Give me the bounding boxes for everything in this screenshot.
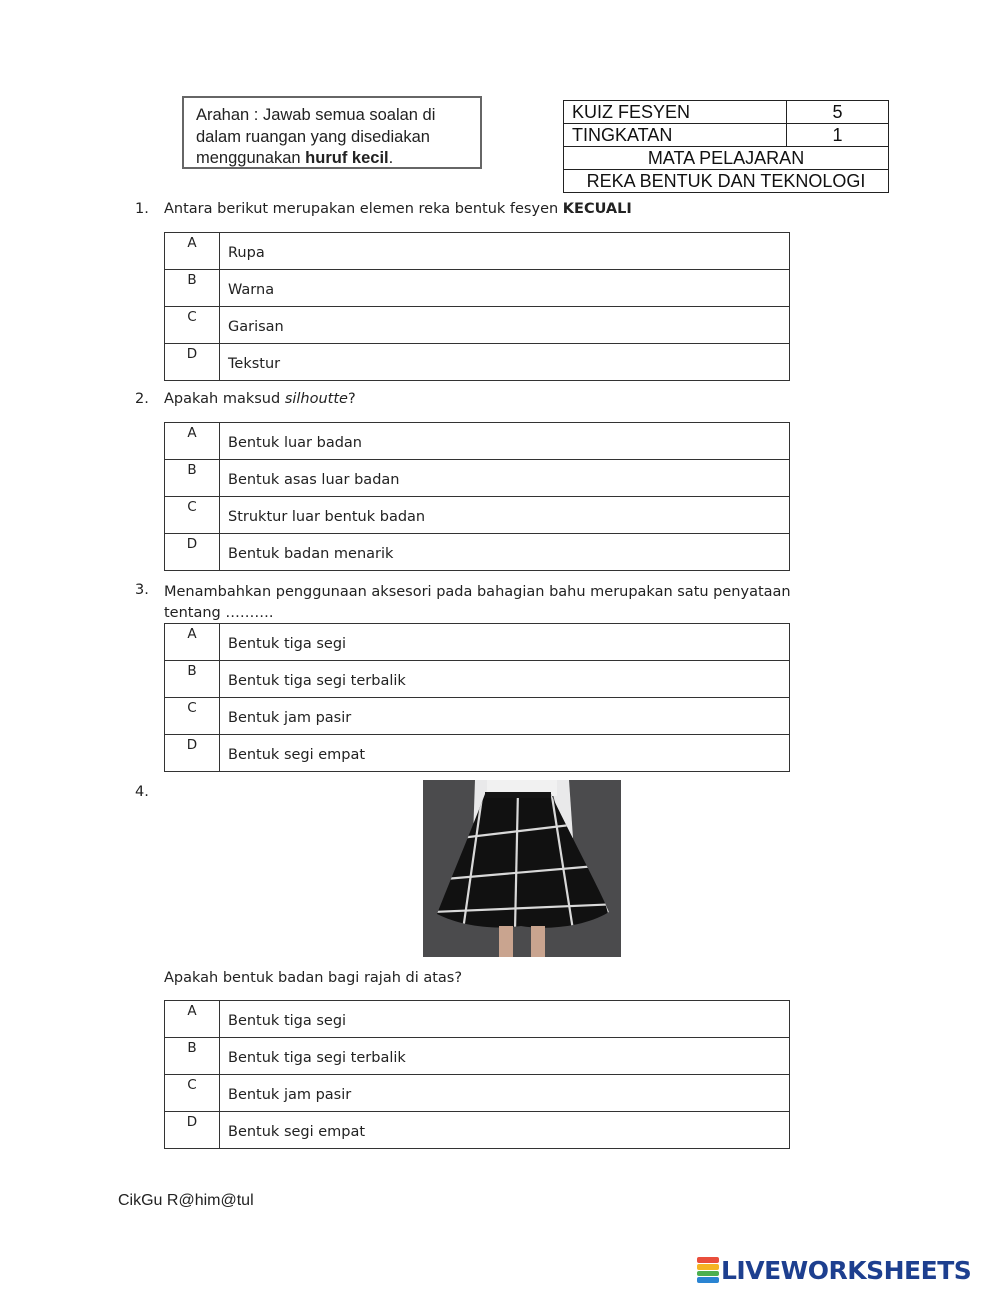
option-key: C	[165, 698, 220, 735]
option-row[interactable]	[165, 624, 790, 661]
option-key: D	[165, 534, 220, 571]
liveworksheets-logo[interactable]	[697, 1256, 971, 1284]
liveworksheets-icon	[697, 1257, 719, 1283]
option-input[interactable]: Warna	[220, 270, 790, 307]
instructions-end: .	[388, 149, 394, 167]
option-key: D	[165, 735, 220, 772]
question-2-number: 2.	[135, 391, 149, 407]
question-1-number: 1.	[135, 201, 149, 217]
option-key: A	[165, 624, 220, 661]
option-input[interactable]: Bentuk segi empat	[220, 735, 790, 772]
option-input[interactable]: Rupa	[220, 233, 790, 270]
option-input[interactable]: Bentuk segi empat	[220, 1112, 790, 1149]
question-1-text: Antara berikut merupakan elemen reka bentuk fesyen KECUALI	[164, 201, 632, 217]
option-input[interactable]: Bentuk jam pasir	[220, 698, 790, 735]
question-3-number: 3.	[135, 582, 149, 598]
option-key: C	[165, 497, 220, 534]
form-value: 1	[787, 124, 889, 147]
option-input[interactable]: Struktur luar bentuk badan	[220, 497, 790, 534]
option-key: B	[165, 661, 220, 698]
question-1-options	[164, 232, 790, 381]
question-2-text: Apakah maksud silhoutte?	[164, 391, 356, 407]
option-key: B	[165, 270, 220, 307]
quiz-info-table	[563, 100, 889, 193]
option-row[interactable]	[165, 661, 790, 698]
plaid-skirt-image	[423, 780, 621, 957]
option-key: A	[165, 1001, 220, 1038]
option-key: B	[165, 460, 220, 497]
option-key: C	[165, 307, 220, 344]
subject-label: MATA PELAJARAN	[564, 147, 889, 170]
option-row[interactable]	[165, 460, 790, 497]
option-input[interactable]: Bentuk badan menarik	[220, 534, 790, 571]
option-row[interactable]	[165, 534, 790, 571]
option-input[interactable]: Bentuk tiga segi terbalik	[220, 661, 790, 698]
instructions-bold: huruf kecil	[305, 149, 389, 167]
option-input[interactable]: Bentuk asas luar badan	[220, 460, 790, 497]
option-input[interactable]: Bentuk tiga segi	[220, 1001, 790, 1038]
option-row[interactable]	[165, 1001, 790, 1038]
option-input[interactable]: Bentuk luar badan	[220, 423, 790, 460]
question-4-number: 4.	[135, 784, 149, 800]
option-key: A	[165, 423, 220, 460]
option-row[interactable]	[165, 497, 790, 534]
option-row[interactable]	[165, 423, 790, 460]
quiz-value: 5	[787, 101, 889, 124]
option-key: D	[165, 344, 220, 381]
brand-text: LIVEWORKSHEETS	[721, 1255, 972, 1285]
question-4-text: Apakah bentuk badan bagi rajah di atas?	[164, 970, 463, 986]
option-key: C	[165, 1075, 220, 1112]
option-row[interactable]	[165, 307, 790, 344]
option-row[interactable]	[165, 1038, 790, 1075]
option-input[interactable]: Garisan	[220, 307, 790, 344]
option-row[interactable]	[165, 698, 790, 735]
author-signature: CikGu R@him@tul	[118, 1192, 254, 1209]
question-3-options	[164, 623, 790, 772]
option-row[interactable]	[165, 1112, 790, 1149]
option-row[interactable]	[165, 1075, 790, 1112]
question-4-options	[164, 1000, 790, 1149]
form-label: TINGKATAN	[564, 124, 787, 147]
question-2-options	[164, 422, 790, 571]
option-input[interactable]: Bentuk jam pasir	[220, 1075, 790, 1112]
option-input[interactable]: Bentuk tiga segi terbalik	[220, 1038, 790, 1075]
option-row[interactable]	[165, 735, 790, 772]
quiz-label: KUIZ FESYEN	[564, 101, 787, 124]
option-row[interactable]	[165, 344, 790, 381]
option-input[interactable]: Tekstur	[220, 344, 790, 381]
option-key: D	[165, 1112, 220, 1149]
subject-value: REKA BENTUK DAN TEKNOLOGI	[564, 170, 889, 193]
option-input[interactable]: Bentuk tiga segi	[220, 624, 790, 661]
option-row[interactable]	[165, 233, 790, 270]
option-row[interactable]	[165, 270, 790, 307]
option-key: B	[165, 1038, 220, 1075]
instructions-box	[182, 96, 482, 169]
question-3-text: Menambahkan penggunaan aksesori pada bahagian bahu merupakan satu penyataan tentang ……….	[164, 584, 791, 621]
option-key: A	[165, 233, 220, 270]
instructions-text: Arahan : Jawab semua soalan di dalam ruangan yang disediakan menggunakan	[196, 106, 436, 167]
